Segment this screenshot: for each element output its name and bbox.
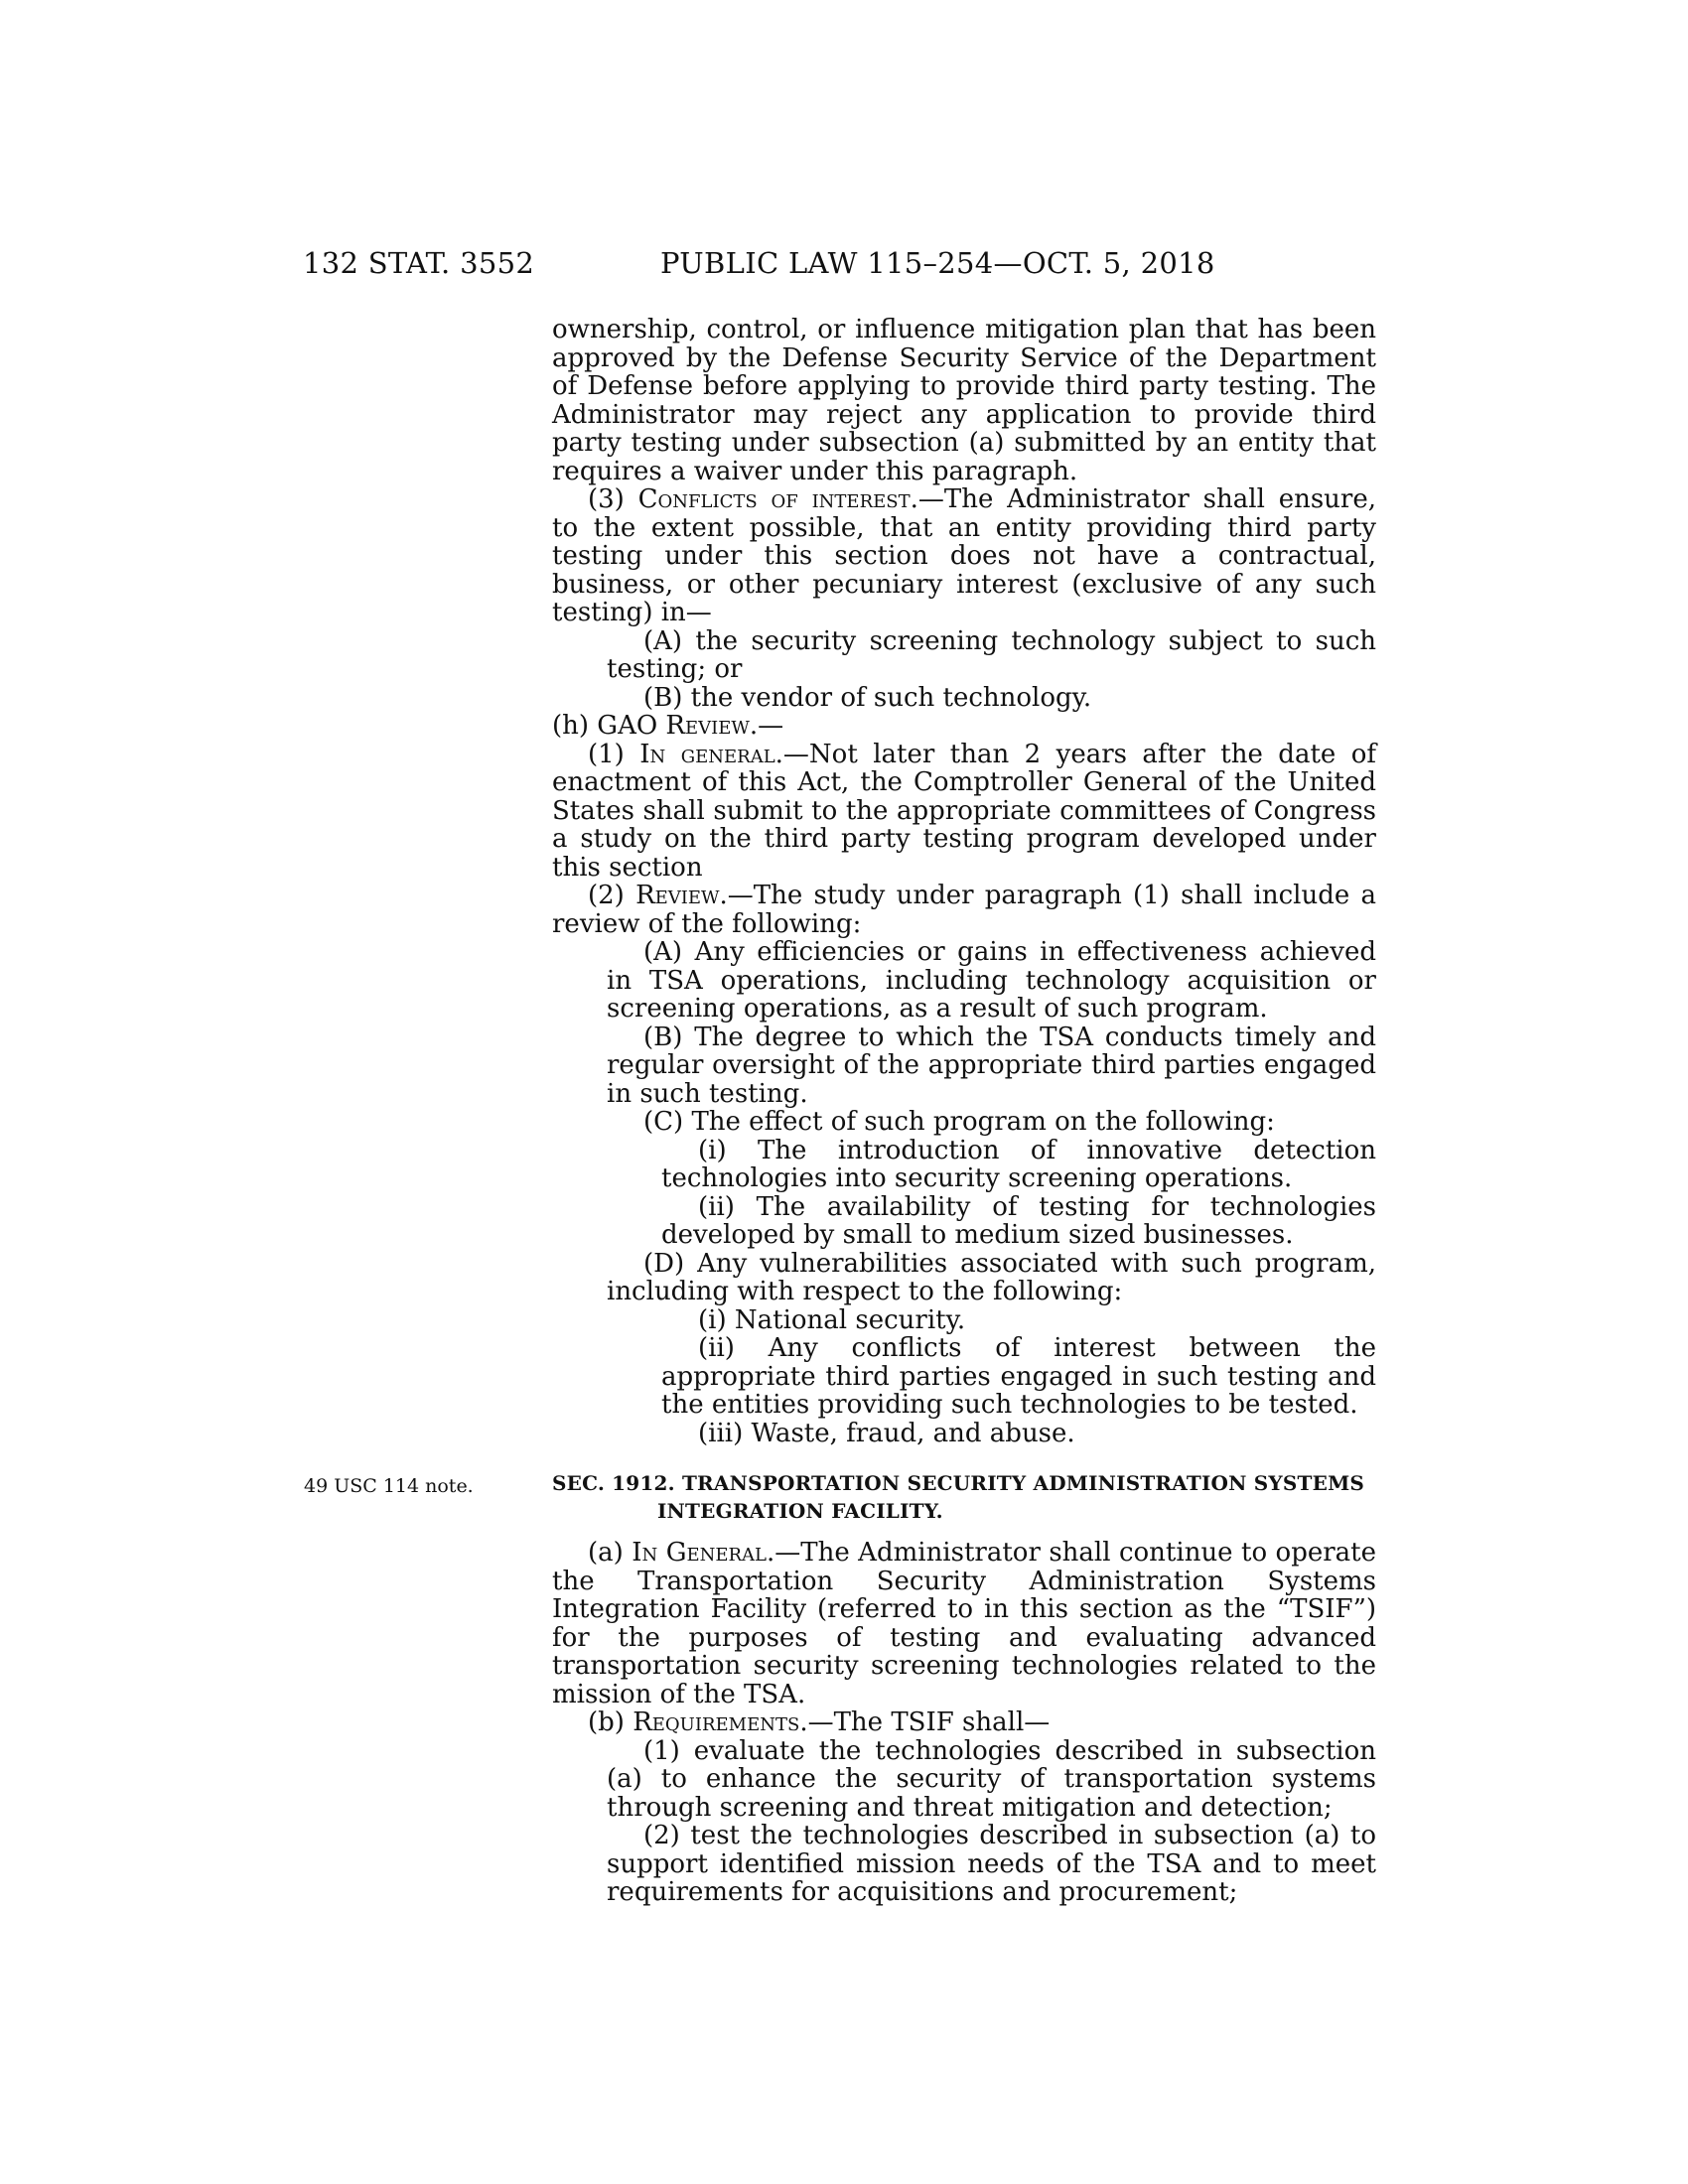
subsection-h-gao-review <box>552 712 1376 741</box>
running-head-title: PUBLIC LAW 115–254—OCT. 5, 2018 <box>660 246 1215 280</box>
paragraph-review <box>552 882 1376 938</box>
paragraph-text: .—The study under paragraph (1) shall include a review of the following: <box>552 881 1376 939</box>
paragraph-text: .—Not later than 2 years after the date of enactment of this Act, the Comptroller General of the United States shall submit to the appropriate committees of Congress a study on the third party testing program developed under this section <box>552 739 1377 883</box>
document-body <box>304 315 1377 1907</box>
margin-note: 49 USC 114 note. <box>304 1475 474 1497</box>
subsection-number: (h) <box>552 711 598 741</box>
section-1912 <box>304 1469 1376 1525</box>
paragraph-number: (2) <box>588 881 636 910</box>
subsection-b-requirements <box>552 1708 1376 1737</box>
subsection-text: .—The Administrator shall continue to operate the Transportation Security Administration Systems Integration Facility (referred to in this section as the “TSIF”) for the purposes of testing and evaluating advanced transportation security screening technologies related to the mission of the TSA. <box>552 1538 1376 1709</box>
subsection-number: (a) <box>588 1538 633 1568</box>
paragraph-number: (3) <box>588 484 638 514</box>
paragraph-in-general <box>552 741 1376 883</box>
paragraph-caption: In general <box>639 739 775 769</box>
review-item-d-iii: (iii) Waste, fraud, and abuse. <box>698 1418 1075 1448</box>
paragraph-continuation: ownership, control, or influence mitigation plan that has been approved by the Defense Security Service of the Department of Defense before applying to provide third party testing. The Administrator may reject any application to provide third party testing under subsection (a) submitted by an entity that requires a waiver under this paragraph. <box>552 315 1376 486</box>
subparagraph-a: (A) the security screening technology subject to such testing; or <box>607 625 1376 684</box>
review-item-c: (C) The effect of such program on the following: <box>643 1107 1275 1137</box>
subsection-text: .—The TSIF shall— <box>799 1707 1051 1737</box>
requirement-2: (2) test the technologies described in subsection (a) to support identified mission needs of the TSA and to meet requirements for acquisitions and procurement; <box>607 1821 1376 1907</box>
subsection-number: (b) <box>588 1707 633 1737</box>
paragraph-caption: Review <box>635 881 720 910</box>
review-item-b: (B) The degree to which the TSA conducts timely and regular oversight of the appropriate third parties engaged in such testing. <box>607 1022 1376 1109</box>
stat-reference: 132 STAT. 3552 <box>303 246 535 280</box>
paragraph-text: .—The Administrator shall ensure, to the extent possible, that an entity providing third party testing under this section does not have a contractual, business, or other pecuniary interest (exclusive of any such testing) in— <box>552 484 1376 627</box>
subsection-text: .— <box>749 711 784 741</box>
section-heading: SEC. 1912. TRANSPORTATION SECURITY ADMINISTRATION SYSTEMS INTEGRATION FACILITY. <box>552 1471 1365 1523</box>
review-item-a: (A) Any efficiencies or gains in effectiveness achieved in TSA operations, including technology acquisition or screening operations, as a result of such program. <box>607 937 1376 1024</box>
paragraph-number: (1) <box>588 739 640 769</box>
page-header <box>0 246 1688 286</box>
subsection-caption: GAO Review <box>597 711 750 741</box>
subsection-caption: Requirements <box>633 1707 800 1737</box>
review-item-c-ii: (ii) The availability of testing for technologies developed by small to medium sized businesses. <box>661 1191 1376 1250</box>
review-item-d-ii: (ii) Any conflicts of interest between the appropriate third parties engaged in such testing and the entities providing such technologies to be tested. <box>661 1333 1376 1420</box>
review-item-c-i: (i) The introduction of innovative detection technologies into security screening operations. <box>661 1135 1376 1193</box>
review-item-d: (D) Any vulnerabilities associated with such program, including with respect to the following: <box>607 1248 1376 1306</box>
subsection-caption: In General <box>632 1538 767 1568</box>
subparagraph-b: (B) the vendor of such technology. <box>643 682 1092 713</box>
paragraph-caption: Conflicts of interest <box>637 484 911 514</box>
paragraph-conflicts-of-interest <box>552 485 1376 627</box>
review-item-d-i: (i) National security. <box>698 1304 966 1335</box>
subsection-a-in-general <box>552 1539 1376 1708</box>
requirement-1: (1) evaluate the technologies described in subsection (a) to enhance the security of transportation systems through screening and threat mitigation and detection; <box>607 1735 1376 1823</box>
